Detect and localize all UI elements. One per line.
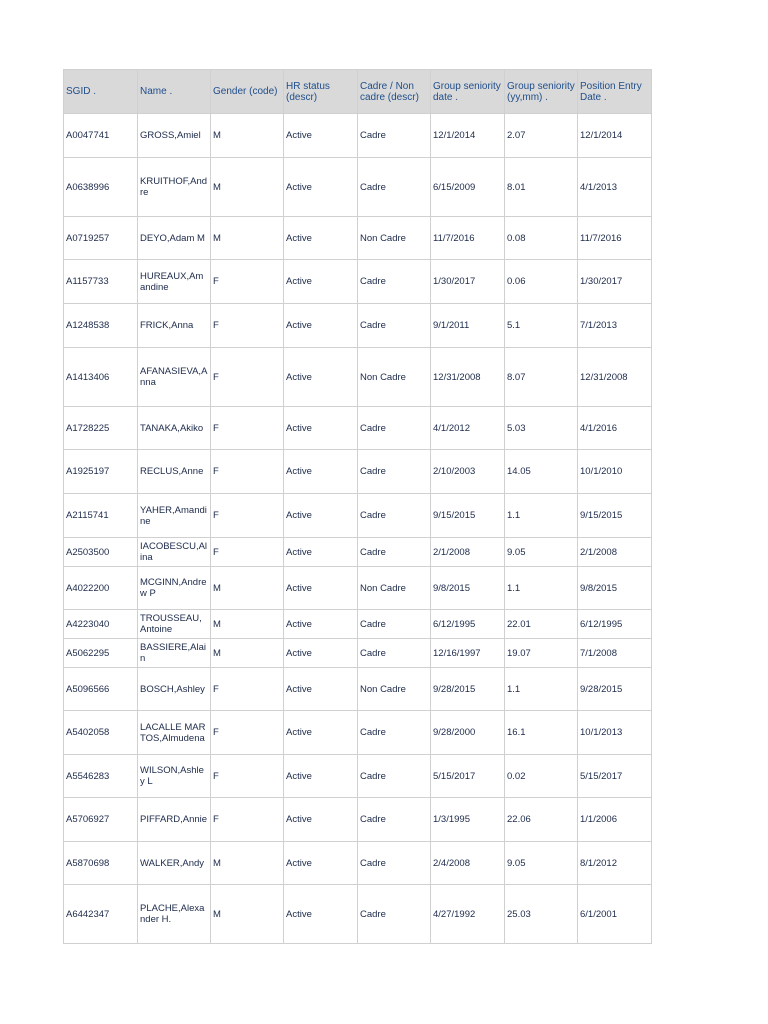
cell-gender: F [211,711,284,755]
cell-position-entry-date: 9/8/2015 [578,567,652,610]
cell-sgid: A5546283 [64,755,138,798]
cell-hr-status: Active [284,260,358,304]
cell-seniority-years: 0.08 [505,217,578,260]
table-row [64,842,652,885]
cell-cadre: Cadre [358,755,431,798]
cell-sgid: A5706927 [64,798,138,842]
cell-name: RECLUS,Anne [138,450,211,494]
cell-hr-status: Active [284,494,358,538]
cell-cadre: Cadre [358,158,431,217]
cell-sgid: A0638996 [64,158,138,217]
cell-position-entry-date: 12/31/2008 [578,348,652,407]
cell-sgid: A5402058 [64,711,138,755]
cell-cadre: Cadre [358,610,431,639]
cell-position-entry-date: 9/15/2015 [578,494,652,538]
col-header-seniority-date: Group seniority date . [431,70,505,114]
cell-name: MCGINN,Andrew P [138,567,211,610]
cell-gender: F [211,798,284,842]
cell-seniority-years: 9.05 [505,538,578,567]
table-row [64,755,652,798]
cell-name: PLACHE,Alexander H. [138,885,211,944]
cell-position-entry-date: 11/7/2016 [578,217,652,260]
cell-gender: M [211,567,284,610]
cell-seniority-date: 9/28/2015 [431,668,505,711]
cell-cadre: Cadre [358,711,431,755]
cell-sgid: A5096566 [64,668,138,711]
cell-cadre: Non Cadre [358,348,431,407]
cell-cadre: Cadre [358,842,431,885]
cell-seniority-date: 9/8/2015 [431,567,505,610]
cell-position-entry-date: 10/1/2010 [578,450,652,494]
cell-gender: F [211,260,284,304]
cell-cadre: Cadre [358,260,431,304]
cell-name: WALKER,Andy [138,842,211,885]
cell-seniority-years: 9.05 [505,842,578,885]
cell-seniority-years: 16.1 [505,711,578,755]
cell-name: BOSCH,Ashley [138,668,211,711]
cell-hr-status: Active [284,114,358,158]
cell-name: GROSS,Amiel [138,114,211,158]
cell-seniority-date: 12/31/2008 [431,348,505,407]
cell-seniority-date: 12/16/1997 [431,639,505,668]
cell-seniority-years: 22.01 [505,610,578,639]
table-row [64,304,652,348]
cell-name: KRUITHOF,Andre [138,158,211,217]
cell-gender: F [211,407,284,450]
cell-sgid: A6442347 [64,885,138,944]
cell-gender: M [211,217,284,260]
cell-sgid: A5870698 [64,842,138,885]
table-row [64,348,652,407]
cell-gender: M [211,610,284,639]
cell-seniority-years: 8.07 [505,348,578,407]
cell-cadre: Non Cadre [358,217,431,260]
cell-cadre: Cadre [358,639,431,668]
cell-seniority-date: 4/27/1992 [431,885,505,944]
cell-gender: F [211,348,284,407]
cell-seniority-date: 5/15/2017 [431,755,505,798]
cell-name: TROUSSEAU, Antoine [138,610,211,639]
col-header-seniority-years: Group seniority (yy,mm) . [505,70,578,114]
cell-name: HUREAUX,Amandine [138,260,211,304]
cell-position-entry-date: 6/12/1995 [578,610,652,639]
cell-seniority-years: 14.05 [505,450,578,494]
cell-sgid: A4022200 [64,567,138,610]
cell-seniority-years: 2.07 [505,114,578,158]
cell-sgid: A4223040 [64,610,138,639]
cell-cadre: Non Cadre [358,567,431,610]
cell-hr-status: Active [284,842,358,885]
cell-hr-status: Active [284,304,358,348]
col-header-hr-status: HR status (descr) [284,70,358,114]
cell-hr-status: Active [284,158,358,217]
cell-hr-status: Active [284,798,358,842]
cell-name: YAHER,Amandine [138,494,211,538]
table-row [64,114,652,158]
cell-position-entry-date: 4/1/2013 [578,158,652,217]
table-body [64,114,652,944]
cell-seniority-date: 9/1/2011 [431,304,505,348]
cell-seniority-date: 11/7/2016 [431,217,505,260]
table-row [64,494,652,538]
cell-gender: F [211,494,284,538]
cell-position-entry-date: 12/1/2014 [578,114,652,158]
cell-gender: F [211,304,284,348]
table-row [64,450,652,494]
cell-seniority-date: 1/3/1995 [431,798,505,842]
cell-seniority-years: 1.1 [505,567,578,610]
cell-seniority-years: 1.1 [505,494,578,538]
cell-gender: M [211,885,284,944]
cell-position-entry-date: 6/1/2001 [578,885,652,944]
cell-name: AFANASIEVA,Anna [138,348,211,407]
cell-seniority-date: 6/15/2009 [431,158,505,217]
employee-table [63,69,652,944]
cell-name: PIFFARD,Annie [138,798,211,842]
table-row [64,217,652,260]
table-row [64,567,652,610]
cell-position-entry-date: 9/28/2015 [578,668,652,711]
table-row [64,158,652,217]
cell-sgid: A0719257 [64,217,138,260]
cell-seniority-years: 19.07 [505,639,578,668]
col-header-name: Name . [138,70,211,114]
cell-seniority-years: 1.1 [505,668,578,711]
cell-seniority-years: 8.01 [505,158,578,217]
cell-position-entry-date: 4/1/2016 [578,407,652,450]
header-row [64,70,652,114]
cell-sgid: A0047741 [64,114,138,158]
cell-position-entry-date: 10/1/2013 [578,711,652,755]
cell-position-entry-date: 5/15/2017 [578,755,652,798]
cell-seniority-date: 4/1/2012 [431,407,505,450]
cell-seniority-date: 2/4/2008 [431,842,505,885]
table-row [64,260,652,304]
cell-cadre: Cadre [358,304,431,348]
cell-position-entry-date: 1/1/2006 [578,798,652,842]
cell-hr-status: Active [284,668,358,711]
cell-sgid: A5062295 [64,639,138,668]
table-row [64,711,652,755]
cell-seniority-years: 25.03 [505,885,578,944]
cell-gender: F [211,755,284,798]
cell-sgid: A2503500 [64,538,138,567]
cell-sgid: A1925197 [64,450,138,494]
cell-name: TANAKA,Akiko [138,407,211,450]
cell-seniority-date: 9/15/2015 [431,494,505,538]
cell-hr-status: Active [284,610,358,639]
cell-seniority-years: 0.06 [505,260,578,304]
cell-seniority-years: 5.1 [505,304,578,348]
cell-hr-status: Active [284,711,358,755]
cell-gender: M [211,158,284,217]
cell-hr-status: Active [284,567,358,610]
cell-cadre: Non Cadre [358,668,431,711]
cell-position-entry-date: 7/1/2013 [578,304,652,348]
cell-position-entry-date: 7/1/2008 [578,639,652,668]
cell-gender: M [211,639,284,668]
cell-name: WILSON,Ashley L [138,755,211,798]
cell-seniority-date: 2/1/2008 [431,538,505,567]
cell-sgid: A1248538 [64,304,138,348]
cell-hr-status: Active [284,538,358,567]
cell-sgid: A1413406 [64,348,138,407]
cell-cadre: Cadre [358,407,431,450]
cell-hr-status: Active [284,755,358,798]
table-row [64,407,652,450]
cell-position-entry-date: 2/1/2008 [578,538,652,567]
col-header-position-entry-date: Position Entry Date . [578,70,652,114]
cell-sgid: A2115741 [64,494,138,538]
table-row [64,885,652,944]
cell-cadre: Cadre [358,494,431,538]
cell-gender: F [211,538,284,567]
cell-seniority-date: 6/12/1995 [431,610,505,639]
cell-cadre: Cadre [358,798,431,842]
cell-cadre: Cadre [358,885,431,944]
table-row [64,610,652,639]
cell-hr-status: Active [284,450,358,494]
cell-gender: F [211,668,284,711]
cell-gender: F [211,450,284,494]
col-header-sgid: SGID . [64,70,138,114]
cell-cadre: Cadre [358,450,431,494]
cell-hr-status: Active [284,407,358,450]
table-row [64,538,652,567]
cell-sgid: A1728225 [64,407,138,450]
cell-seniority-years: 22.06 [505,798,578,842]
cell-seniority-date: 2/10/2003 [431,450,505,494]
col-header-gender: Gender (code) [211,70,284,114]
cell-sgid: A1157733 [64,260,138,304]
cell-cadre: Cadre [358,114,431,158]
cell-seniority-date: 12/1/2014 [431,114,505,158]
cell-hr-status: Active [284,348,358,407]
col-header-cadre: Cadre / Non cadre (descr) [358,70,431,114]
table-row [64,668,652,711]
cell-name: FRICK,Anna [138,304,211,348]
cell-hr-status: Active [284,217,358,260]
cell-position-entry-date: 1/30/2017 [578,260,652,304]
cell-gender: M [211,842,284,885]
cell-gender: M [211,114,284,158]
cell-name: IACOBESCU,Alina [138,538,211,567]
table-row [64,798,652,842]
cell-cadre: Cadre [358,538,431,567]
cell-name: LACALLE MARTOS,Almudena [138,711,211,755]
cell-name: BASSIERE,Alain [138,639,211,668]
cell-seniority-date: 1/30/2017 [431,260,505,304]
table-row [64,639,652,668]
cell-seniority-years: 0.02 [505,755,578,798]
cell-name: DEYO,Adam M [138,217,211,260]
cell-seniority-date: 9/28/2000 [431,711,505,755]
cell-hr-status: Active [284,639,358,668]
cell-hr-status: Active [284,885,358,944]
cell-seniority-years: 5.03 [505,407,578,450]
cell-position-entry-date: 8/1/2012 [578,842,652,885]
